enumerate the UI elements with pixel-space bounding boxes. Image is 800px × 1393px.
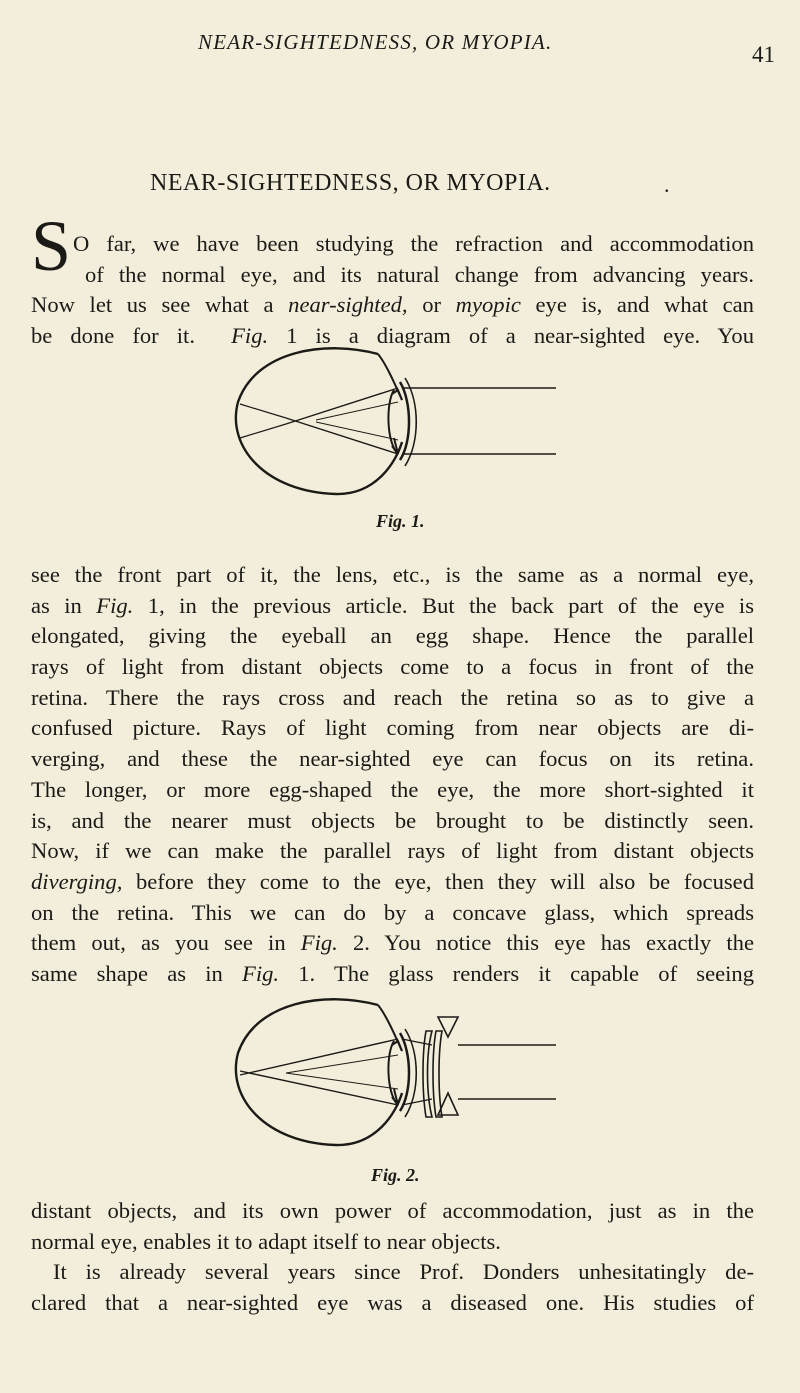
text-line: diverging, before they come to the eye, then they will also be focused <box>31 868 754 894</box>
text-line: see the front part of it, the lens, etc., is the same as a normal eye, <box>31 562 754 587</box>
text-line: Now, if we can make the parallel rays of light from distant objects <box>31 838 754 864</box>
text-line: is, and the nearer must objects be brought to be distinctly seen. <box>31 807 754 833</box>
text-line: on the retina. This we can do by a concave glass, which spreads <box>31 899 754 925</box>
page-number: 41 <box>752 42 775 67</box>
term-near-sighted: near-sighted, <box>288 292 408 318</box>
figure-2-eye-diagram <box>226 993 556 1153</box>
text-line: Now let us see what a near-sighted, or myopic eye is, and what can <box>31 292 754 318</box>
fig-reference: Fig. <box>231 323 269 349</box>
text-line: It is already several years since Prof. Donders unhesitatingly de- <box>53 1259 754 1285</box>
figure-1-eye-diagram <box>226 342 556 502</box>
term-diverging: diverging, <box>31 868 123 894</box>
fig-reference: Fig. <box>96 592 134 618</box>
text-line: be done for it. Fig. 1 is a diagram of a near-sighted eye. You <box>31 323 754 349</box>
paragraph-intro <box>31 229 754 352</box>
figure-2-caption: Fig. 2. <box>371 1165 420 1185</box>
text-line: retina. There the rays cross and reach the retina so as to give a <box>31 684 754 710</box>
text-line: The longer, or more egg-shaped the eye, the more short-sighted it <box>31 776 754 802</box>
text-line: confused picture. Rays of light coming from near objects are di- <box>31 715 754 741</box>
article-title: NEAR-SIGHTEDNESS, OR MYOPIA. <box>150 170 551 196</box>
text-line: O far, we have been studying the refraction and accommodation <box>73 231 754 256</box>
text-line: normal eye, enables it to adapt itself to near objects. <box>31 1228 501 1254</box>
paragraph-explanation <box>31 560 754 990</box>
fig-reference: Fig. <box>300 930 338 956</box>
text-line: clared that a near-sighted eye was a diseased one. His studies of <box>31 1290 754 1316</box>
term-myopic: myopic <box>455 292 521 318</box>
fig-reference: Fig. <box>242 960 280 986</box>
text-line: elongated, giving the eyeball an egg shape. Hence the parallel <box>31 623 754 649</box>
text-line: as in Fig. 1, in the previous article. But the back part of the eye is <box>31 592 754 618</box>
text-line: them out, as you see in Fig. 2. You notice this eye has exactly the <box>31 930 754 956</box>
figure-1-caption: Fig. 1. <box>376 511 425 531</box>
title-stray-mark: . <box>664 172 670 197</box>
text-line: same shape as in Fig. 1. The glass renders it capable of seeing <box>31 960 755 986</box>
text-line: of the normal eye, and its natural change from advancing years. <box>85 261 754 287</box>
text-line: verging, and these the near-sighted eye can focus on its retina. <box>31 746 754 772</box>
paragraph-conclusion <box>31 1196 754 1319</box>
text-line: rays of light from distant objects come to a focus in front of the <box>31 654 754 680</box>
drop-cap: S <box>31 206 72 286</box>
running-header: NEAR-SIGHTEDNESS, OR MYOPIA. <box>198 30 553 54</box>
text-line: distant objects, and its own power of accommodation, just as in the <box>31 1198 754 1223</box>
